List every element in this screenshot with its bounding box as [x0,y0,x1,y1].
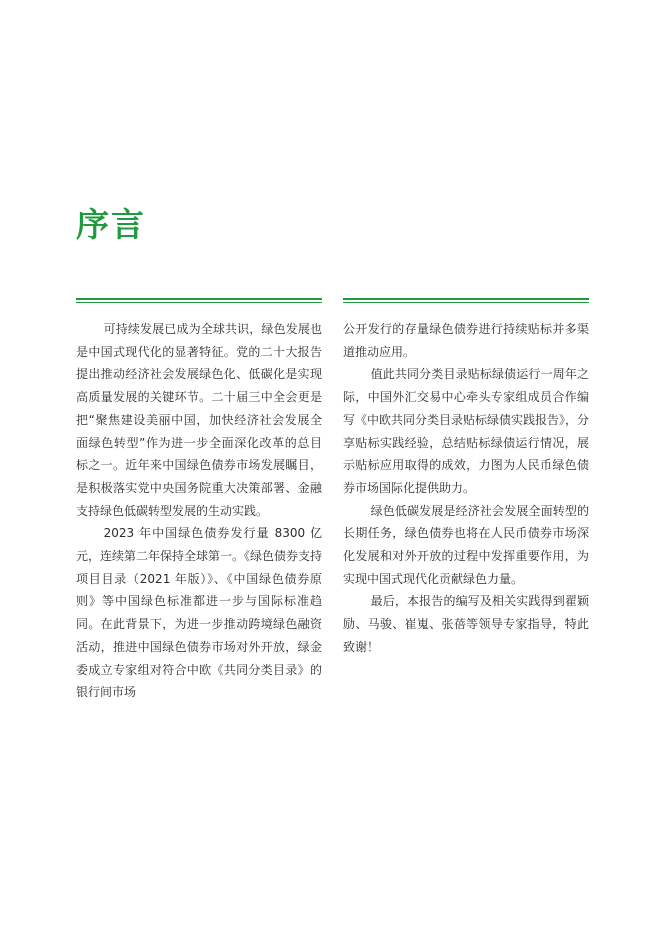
paragraph: 最后，本报告的编写及相关实践得到翟颖励、马骏、崔嵬、张蓓等领导专家指导，特此致谢！ [343,594,589,654]
paragraph: 2023 年中国绿色债券发行量 8300 亿元，连续第二年保持全球第一。《绿色债券支持项目目录（2021 年版）》、《中国绿色债券原则》等中国绿色标准都进一步与国际标准趋同。在此背景下，为进一步推动跨境绿色融资活动，推进中国绿色债券市场对外开放，绿金委成立专家组对符合中欧《共同分类目录》的银行间市场 [76,526,323,700]
paragraph: 绿色低碳发展是经济社会发展全面转型的长期任务，绿色债券也将在人民币债券市场深化发展和对外开放的过程中发挥重要作用，为实现中国式现代化贡献绿色力量。 [343,503,589,586]
page-title: 序言 [76,205,146,244]
right-column-divider [343,298,589,304]
paragraph: 值此共同分类目录贴标绿债运行一周年之际，中国外汇交易中心牵头专家组成员合作编写《中欧共同分类目录贴标绿债实践报告》，分享贴标实践经验，总结贴标绿债运行情况，展示贴标应用取得的成效，力图为人民币绿色债券市场国际化提供助力。 [343,367,590,495]
right-column [343,298,589,659]
left-column-divider [76,298,322,304]
right-column-text [343,318,589,659]
left-column-text [76,318,322,704]
left-column [76,298,322,704]
paragraph: 可持续发展已成为全球共识，绿色发展也是中国式现代化的显著特征。党的二十大报告提出推动经济社会发展绿色化、低碳化是实现高质量发展的关键环节。二十届三中全会更是把“聚焦建设美丽中国，加快经济社会发展全面绿色转型”作为进一步全面深化改革的总目标之一。近年来中国绿色债券市场发展瞩目，是积极落实党中央国务院重大决策部署、金融支持绿色低碳转型发展的生动实践。 [76,322,322,518]
paragraph-continuation: 公开发行的存量绿色债券进行持续贴标并多渠道推动应用。 [343,322,589,359]
